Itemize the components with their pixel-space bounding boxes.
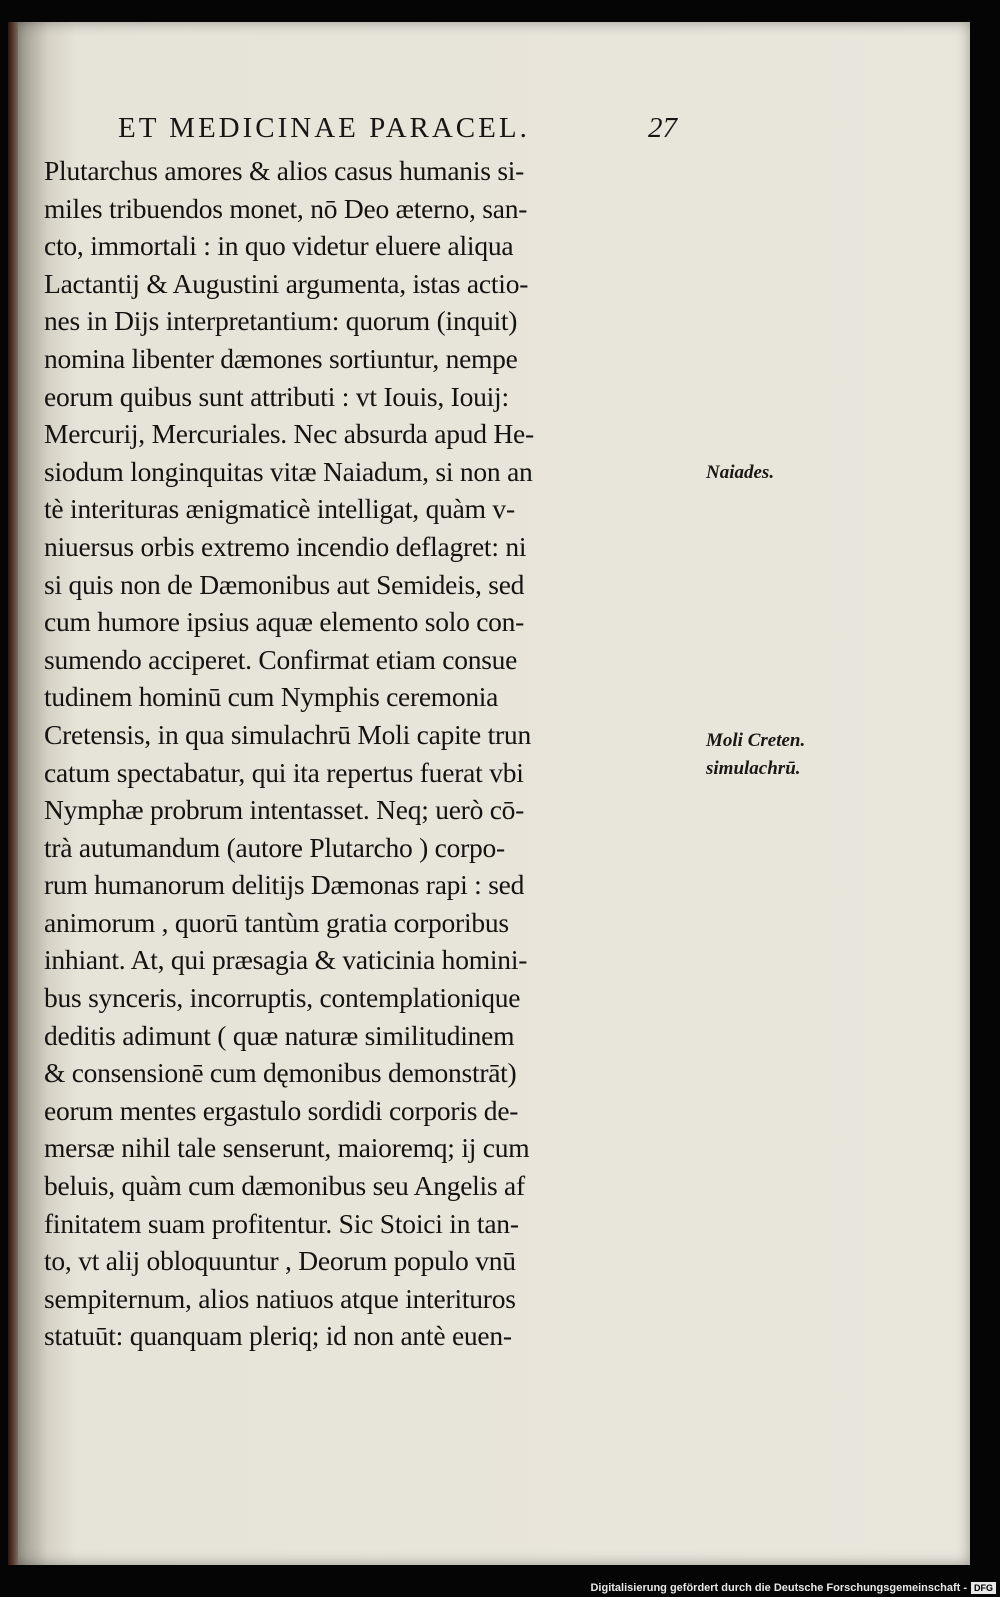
text-line: Cretensis, in qua simulachrū Moli capite trun (44, 718, 531, 750)
text-line: siodum longinquitas vitæ Naiadum, si non an (44, 455, 533, 487)
text-line: miles tribuendos monet, nō Deo æterno, san- (44, 192, 528, 224)
book-page (8, 22, 970, 1565)
text-line: tudinem hominū cum Nymphis ceremonia (44, 681, 499, 713)
text-line: cto, immortali : in quo videtur eluere aliqua (44, 230, 514, 262)
header-title: ET MEDICINAE PARACEL. (118, 112, 530, 144)
marginal-note-moli-line2: simulachrū. (706, 758, 801, 779)
marginal-note-moli-line1: Moli Creten. (706, 730, 806, 751)
text-line: niuersus orbis extremo incendio deflagret: ni (44, 530, 527, 562)
text-line: deditis adimunt ( quæ naturæ similitudinem (44, 1019, 515, 1051)
text-line: trà autumandum (autore Plutarcho ) corpo- (44, 831, 505, 863)
text-line: nes in Dijs interpretantium: quorum (inquit) (44, 305, 518, 337)
digitization-credit (590, 1582, 996, 1594)
text-line: eorum quibus sunt attributi : vt Iouis, Iouij: (44, 380, 509, 412)
marginal-note-naiades: Naiades. (706, 462, 775, 483)
body-text (44, 152, 694, 1355)
text-line: beluis, quàm cum dæmonibus seu Angelis af (44, 1170, 525, 1202)
text-line: animorum , quorū tantùm gratia corporibus (44, 906, 509, 938)
text-line: Mercurij, Mercuriales. Nec absurda apud He- (44, 418, 534, 450)
text-line: nomina libenter dæmones sortiuntur, nempe (44, 342, 518, 374)
text-line: Nymphæ probrum intentasset. Neq; uerò cō- (44, 794, 525, 826)
page-binding-edge (8, 22, 18, 1565)
text-line: finitatem suam profitentur. Sic Stoici in tan- (44, 1207, 519, 1239)
text-line: cum humore ipsius aquæ elemento solo con- (44, 606, 525, 638)
text-line: eorum mentes ergastulo sordidi corporis de- (44, 1094, 519, 1126)
text-line: rum humanorum delitijs Dæmonas rapi : sed (44, 869, 525, 901)
text-line: statuūt: quanquam pleriq; id non antè euen- (44, 1320, 512, 1352)
text-line: mersæ nihil tale senserunt, maioremq; ij cum (44, 1132, 530, 1164)
dfg-logo: DFG (971, 1582, 996, 1594)
text-line: tè interituras ænigmaticè intelligat, quàm v- (44, 493, 515, 525)
text-line: sempiternum, alios natiuos atque interituros (44, 1282, 516, 1314)
text-line: si quis non de Dæmonibus aut Semideis, sed (44, 568, 525, 600)
page-number: 27 (648, 112, 677, 144)
text-line: inhiant. At, qui præsagia & vaticinia homini- (44, 944, 528, 976)
text-line: Lactantij & Augustini argumenta, istas actio- (44, 267, 529, 299)
text-line: Plutarchus amores & alios casus humanis si- (44, 155, 525, 186)
text-line: catum spectabatur, qui ita repertus fuerat vbi (44, 756, 524, 788)
text-line: sumendo acciperet. Confirmat etiam consue (44, 643, 518, 675)
credit-text: Digitalisierung gefördert durch die Deutsche Forschungsgemeinschaft - (590, 1582, 967, 1594)
running-header (118, 112, 698, 152)
text-line: to, vt alij obloquuntur , Deorum populo vnū (44, 1245, 516, 1277)
text-line: bus synceris, incorruptis, contemplationique (44, 982, 521, 1014)
text-line: & consensionē cum dęmonibus demonstrāt) (44, 1057, 517, 1089)
